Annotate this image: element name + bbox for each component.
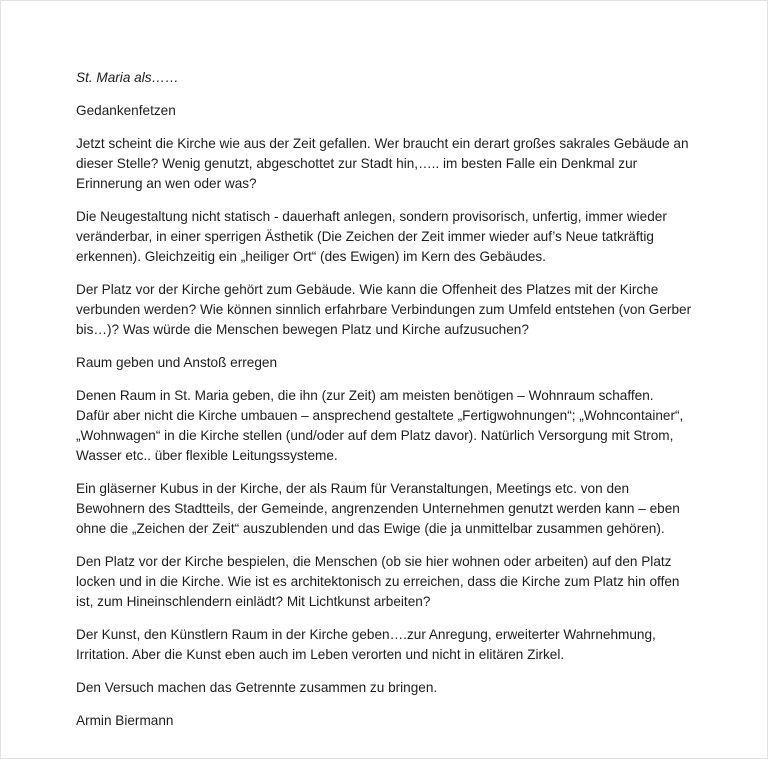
paragraph-wohnraum: Denen Raum in St. Maria geben, die ihn (zur Zeit) am meisten benötigen – Wohnraum schaffen. Dafür aber nicht die Kirche umbauen – ansprechend gestaltete „Fertigwohnungen“; „Wohncontainer“, „Wohnwagen“ in die Kirche stellen (und/oder auf dem Platz davor). Natürlich Versorgung mit Strom, Wasser etc.. über flexible Leitungssysteme. <box>76 388 684 463</box>
paragraph-kunst: Der Kunst, den Künstlern Raum in der Kirche geben….zur Anregung, erweiterter Wahrnehmung, Irritation. Aber die Kunst eben auch im Leben verorten und nicht in elitären Zirkel. <box>76 627 656 662</box>
paragraph-kubus: Ein gläserner Kubus in der Kirche, der als Raum für Veranstaltungen, Meetings etc. von den Bewohnern des Stadtteils, der Gemeinde, angrenzenden Unternehmen genutzt werden kann – eben ohne die „Zeichen der Zeit“ auszublenden und das Ewige (die ja unmittelbar zusammen gehören). <box>76 481 680 536</box>
paragraph-versuch: Den Versuch machen das Getrennte zusammen zu bringen. <box>76 680 438 695</box>
paragraph-platz: Der Platz vor der Kirche gehört zum Gebäude. Wie kann die Offenheit des Platzes mit der Kirche verbunden werden? Wie können sinnlich erfahrbare Verbindungen zum Umfeld entstehen (von Gerber bis…)? Was würde die Menschen bewegen Platz und Kirche aufzusuchen? <box>76 282 692 337</box>
paragraph-intro: Jetzt scheint die Kirche wie aus der Zeit gefallen. Wer braucht ein derart großes sakrales Gebäude an dieser Stelle? Wenig genutzt, abgeschottet zur Stadt hin,….. im besten Falle ein Denkmal zur Erinnerung an wen oder was? <box>76 136 689 191</box>
paragraph-platz-bespielen: Den Platz vor der Kirche bespielen, die Menschen (ob sie hier wohnen oder arbeiten) auf den Platz locken und in die Kirche. Wie ist es architektonisch zu erreichen, dass die Kirche zum Platz hin offen ist, zum Hineinschlendern einlädt? Mit Lichtkunst arbeiten? <box>76 554 680 609</box>
section-heading: Raum geben und Anstoß erregen <box>76 355 278 370</box>
document-subtitle: Gedankenfetzen <box>76 103 176 118</box>
document-body <box>76 68 716 744</box>
signature: Armin Biermann <box>76 713 174 728</box>
paragraph-neugestaltung: Die Neugestaltung nicht statisch - dauerhaft anlegen, sondern provisorisch, unfertig, immer wieder veränderbar, in einer sperrigen Ästhetik (Die Zeichen der Zeit immer wieder auf’s Neue tatkräftig erkennen). Gleichzeitig ein „heiliger Ort“ (des Ewigen) im Kern des Gebäudes. <box>76 209 667 264</box>
document-title: St. Maria als…… <box>76 70 179 85</box>
